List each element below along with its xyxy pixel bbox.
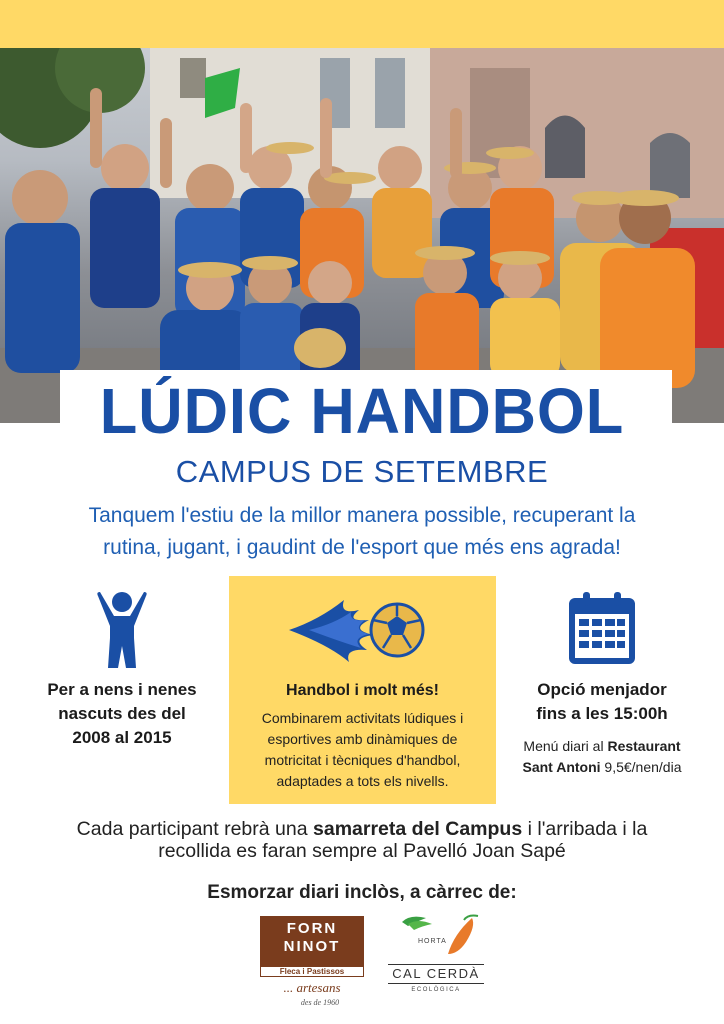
- handball-fire-icon: [289, 590, 439, 670]
- handball-line-2: esportives amb dinàmiques de: [267, 731, 458, 747]
- forn-tagline: ... artesans: [283, 980, 341, 995]
- menu-restaurant-1: Restaurant: [607, 738, 681, 754]
- intro-line-1: Tanquem l'estiu de la millor manera possible, recuperant la: [88, 504, 636, 527]
- forn-since: des de 1960: [300, 998, 340, 1007]
- ages-text: [22, 678, 222, 750]
- menu-prefix: Menú diari al: [523, 738, 608, 754]
- calendar-icon: [567, 590, 637, 666]
- page-subtitle: CAMPUS DE SETEMBRE: [175, 454, 549, 489]
- menu-price: 9,5€/nen/dia: [600, 759, 682, 775]
- lunch-menu: [502, 736, 702, 778]
- cal-bottom: ECOLÒGICA: [411, 987, 461, 993]
- forn-ninot-logo: [260, 916, 364, 1012]
- lunch-title: [502, 678, 702, 726]
- ages-line-3: 2008 al 2015: [72, 728, 172, 747]
- team-photo: [0, 48, 724, 423]
- ages-line-2: nascuts des del: [58, 704, 186, 723]
- participant-info: [20, 818, 704, 862]
- lunch-line-1: Opció menjador: [537, 680, 667, 699]
- forn-strip: Fleca i Pastissos: [260, 966, 364, 977]
- lunch-line-2: fins a les 15:00h: [536, 704, 668, 723]
- cal-top: HORTA: [418, 938, 447, 945]
- intro-line-2: rutina, jugant, i gaudint de l'esport que més ens agrada!: [103, 536, 621, 559]
- handball-description: [241, 708, 484, 792]
- handball-line-3: motricitat i tècniques d'handbol,: [264, 752, 461, 768]
- breakfast-label: Esmorzar diari inclòs, a càrrec de:: [207, 882, 517, 903]
- forn-line-2: NINOT: [283, 938, 341, 955]
- feature-handball: [229, 576, 496, 804]
- participant-line-2: recollida es faran sempre al Pavelló Joan Sapé: [158, 840, 566, 862]
- child-arms-up-icon: [90, 590, 154, 670]
- participant-before: Cada participant rebrà una: [76, 818, 313, 840]
- top-yellow-band: [0, 0, 724, 48]
- cal-name: CAL CERDÀ: [388, 964, 484, 984]
- page-title: LÚDIC HANDBOL: [99, 375, 625, 447]
- cal-cerda-logo: [388, 912, 484, 998]
- participant-after: i l'arribada i la: [522, 818, 648, 840]
- handball-line-1: Combinarem activitats lúdiques i: [261, 710, 464, 726]
- handball-line-4: adaptades a tots els nivells.: [276, 773, 449, 789]
- menu-restaurant-2: Sant Antoni: [522, 759, 601, 775]
- participant-bold: samarreta del Campus: [313, 818, 523, 840]
- ages-line-1: Per a nens i nenes: [47, 680, 197, 699]
- forn-line-1: FORN: [286, 920, 338, 937]
- forn-box: [260, 916, 364, 966]
- intro-text: [40, 500, 684, 564]
- handball-title: Handbol i molt més!: [286, 682, 439, 699]
